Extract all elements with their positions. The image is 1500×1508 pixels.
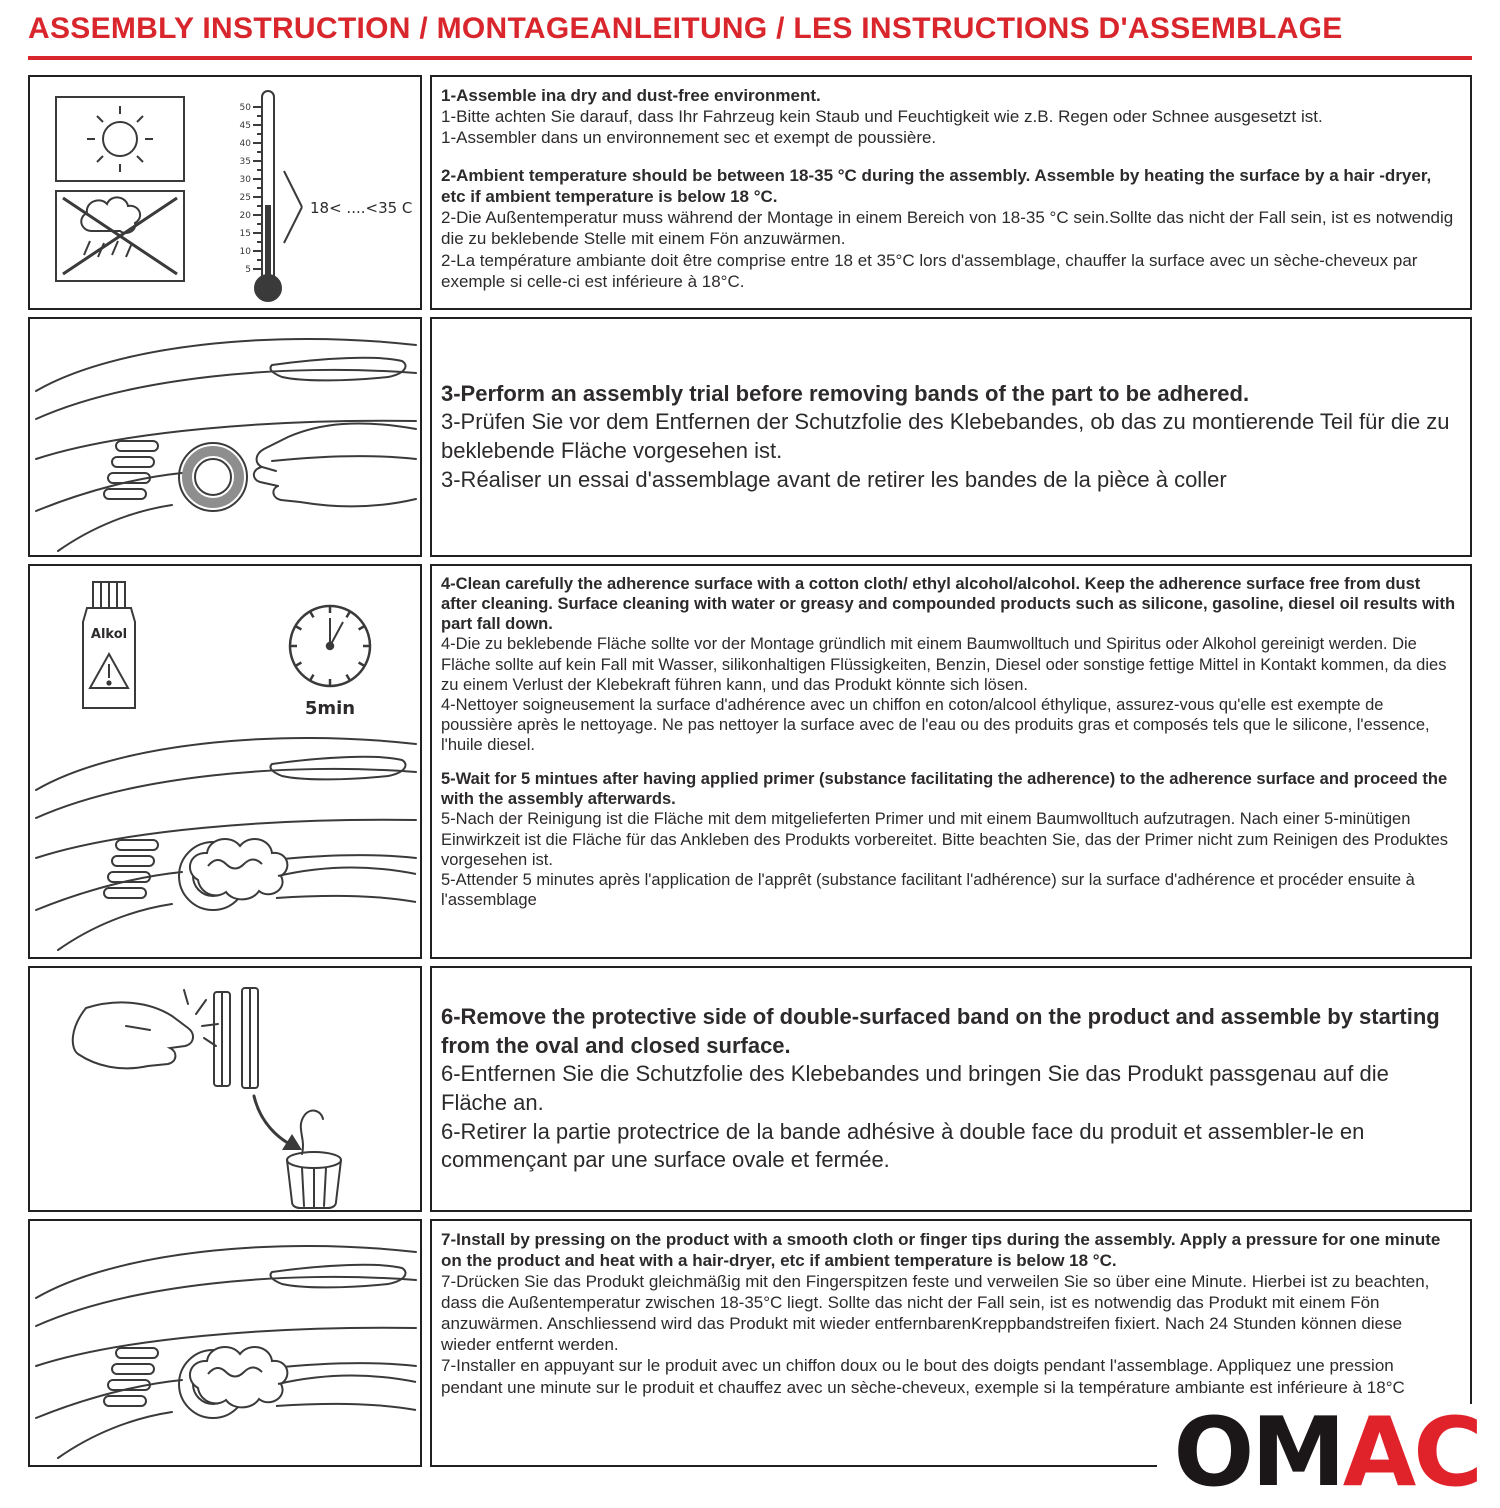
instruction-line-de: 7-Drücken Sie das Produkt gleichmäßig mit den Fingerspitzen feste und verweilen Sie so über eine Minute. Hierbei ist zu beachten, dass die Außentemperatur zwischen 18-35°C liegt. Sollte das nicht der Fall sein, ist es notwendig das Produkt mit einem Fön anzuwärmen. Anschliessend wird das Produkt mit wieder entfernbarenKreppbandstreifen fixiert. Nach 24 Stunden können diese wieder entfernt werden.: [441, 1272, 1430, 1355]
press-install-illustration: [30, 1221, 420, 1465]
illustration-box-1: [28, 75, 422, 310]
trash-bin-icon: [287, 1111, 341, 1208]
svg-text:30: 30: [239, 175, 251, 185]
instruction-line-de: 6-Entfernen Sie die Schutzfolie des Klebebandes und bringen Sie das Produkt passgenau auf die Fläche an.: [441, 1061, 1389, 1115]
sparkle-icon: [184, 990, 218, 1046]
cloth-icon: [190, 839, 287, 899]
instruction-line-en: 6-Remove the protective side of double-surfaced band on the product and assemble by starting from the oval and closed surface.: [441, 1004, 1440, 1058]
omac-logo-black-part: OM: [1173, 1397, 1343, 1508]
textbox-assembly-trial: [430, 317, 1472, 557]
instruction-line-en: 1-Assemble ina dry and dust-free environment.: [441, 86, 821, 105]
section-environment-temperature: [28, 75, 1472, 310]
illustration-box-2: [28, 317, 422, 557]
pressing-hand-icon: [276, 1376, 416, 1411]
instruction-line-fr: 6-Retirer la partie protectrice de la bande adhésive à double face du produit et assembler-le en commençant par une surface ovale et fermée.: [441, 1118, 1365, 1173]
instruction-line-en: 4-Clean carefully the adherence surface with a cotton cloth/ ethyl alcohol/alcohol. Keep the adherence surface free from dust after cleaning. Surface cleaning with water or greasy and compounded products such as silicone, gasoline, diesel oil results with part fall down.: [441, 575, 1456, 634]
page-title: ASSEMBLY INSTRUCTION / MONTAGEANLEITUNG / LES INSTRUCTIONS D'ASSEMBLAGE: [28, 12, 1343, 45]
cleaning-illustration: [30, 566, 420, 957]
instruction-line-de: 3-Prüfen Sie vor dem Entfernen der Schutzfolie des Klebebandes, ob das zu montierende Teil für die zu beklebende Fläche vorgesehen ist.: [441, 409, 1450, 463]
instruction-line-fr: 1-Assembler dans un environnement sec et exempt de poussière.: [441, 128, 937, 148]
svg-text:40: 40: [239, 139, 251, 149]
section-assembly-trial: [28, 317, 1472, 557]
instruction-line-en: 5-Wait for 5 mintues after having applied primer (substance facilitating the adherence) to the adherence surface and proceed the with the assembly afterwards.: [441, 770, 1448, 809]
textbox-cleaning-primer: [430, 564, 1472, 959]
alcohol-bottle-icon: [83, 582, 135, 708]
cloth-icon: [190, 1347, 287, 1407]
clock-icon: [290, 606, 370, 686]
svg-text:5: 5: [245, 265, 251, 275]
instruction-line-de: 1-Bitte achten Sie darauf, dass Ihr Fahrzeug kein Staub und Feuchtigkeit wie z.B. Regen oder Schnee ausgesetzt ist.: [441, 107, 1323, 127]
trim-ring-icon: [179, 443, 247, 511]
instruction-line-fr: 2-La température ambiante doit être comprise entre 18 et 35°C lors d'assemblage, chauffer la surface avec un sèche-cheveux par exemple si celle-ci est inférieure à 18°C.: [441, 250, 1418, 291]
thermometer-scale: [240, 103, 252, 275]
instruction-line-de: 5-Nach der Reinigung ist die Fläche mit dem mitgelieferten Primer und mit einem Baumwolltuch aufzutragen. Nach einer 5-minütigen Einwirkzeit ist die Fläche für das Ankleben des Produkts vorbereitet. Bitte beachten Sie, das der Primer nicht zum Reinigen des Produktes vorgesehen ist.: [441, 810, 1449, 869]
title-divider: [28, 56, 1472, 60]
adhesive-strips-icon: [214, 988, 258, 1088]
range-bracket: [284, 171, 302, 243]
instruction-line-fr: 3-Réaliser un essai d'assemblage avant de retirer les bandes de la pièce à coller: [441, 466, 1227, 492]
instruction-line-fr: 7-Installer en appuyant sur le produit avec un chiffon doux ou le bout des doigts pendant l'assemblage. Appliquez une pression pendant une minute sur le produit et chauffez avec un sèche-cheveux, exemple si la température ambiante est inférieure à 18°C: [441, 1356, 1405, 1397]
no-rain-icon: [63, 197, 177, 274]
peel-band-illustration: [30, 968, 420, 1210]
sun-icon: [87, 106, 153, 172]
temperature-illustration: [30, 77, 420, 308]
textbox-remove-protective-band: [430, 966, 1472, 1212]
instruction-line-en: 3-Perform an assembly trial before removing bands of the part to be adhered.: [441, 380, 1250, 406]
omac-logo-red-part: AC: [1342, 1397, 1480, 1508]
wiping-hand-icon: [276, 868, 416, 903]
illustration-box-5: [28, 1219, 422, 1467]
svg-text:25: 25: [239, 193, 251, 203]
instruction-line-en: 7-Install by pressing on the product with a smooth cloth or finger tips during the assembly. Apply a pressure for one minute on the product and heat with a hair-dryer, etc if ambient temperature is below 18 °C.: [441, 1230, 1441, 1271]
textbox-environment-temperature: [430, 75, 1472, 310]
instruction-line-de: 2-Die Außentemperatur muss während der Montage in einem Bereich von 18-35 °C sein.Sollte das nicht der Fall sein, ist es notwendig die zu beklebende Stelle mit einem Fön anzuwärmen.: [441, 208, 1454, 249]
car-ring-illustration: [30, 319, 420, 555]
svg-text:15: 15: [239, 229, 251, 239]
instruction-line-fr: 5-Attender 5 minutes après l'application de l'apprêt (substance facilitant l'adhérence) sur la surface d'adhérence et procéder ensuite à l'assemblage: [441, 870, 1415, 909]
section-cleaning-primer: [28, 564, 1472, 959]
section-remove-protective-band: [28, 966, 1472, 1212]
svg-text:10: 10: [239, 247, 251, 257]
temperature-range-label: 18< ....<35 C: [310, 199, 413, 217]
svg-text:35: 35: [239, 157, 251, 167]
instruction-line-de: 4-Die zu beklebende Fläche sollte vor der Montage gründlich mit einem Baumwolltuch und Spiritus oder Alkohol gereinigt werden. Die Fläche sollte auf kein Fall mit Wasser, silikonhaltigen Flüssigkeiten, Benzin, Diesel oder sonstige fettige Mittel in Kontakt kommen, da dies zu einem Verlust der Klebekraft führen kann, und das Produkt könnte sich lösen.: [441, 635, 1447, 694]
omac-logo: [1157, 1397, 1482, 1508]
bottle-label: Alkol: [90, 627, 128, 642]
svg-text:45: 45: [239, 121, 251, 131]
illustration-box-4: [28, 966, 422, 1212]
peeling-hand-icon: [73, 1002, 193, 1068]
clock-label: 5min: [304, 698, 356, 719]
hand-icon: [254, 423, 416, 506]
car-cleaning-icon: [36, 738, 416, 950]
svg-text:20: 20: [239, 211, 251, 221]
instruction-line-en: 2-Ambient temperature should be between 18-35 °C during the assembly. Assemble by heating the surface by a hair -dryer, etc if ambient temperature is below 18 °C.: [441, 166, 1432, 207]
car-press-icon: [36, 1246, 416, 1458]
svg-text:50: 50: [239, 103, 251, 113]
thermometer-icon: [253, 91, 302, 301]
illustration-box-3: [28, 564, 422, 959]
instruction-line-fr: 4-Nettoyer soigneusement la surface d'adhérence avec un chiffon en coton/alcool éthylique, assurez-vous qu'elle est exempte de poussière après le nettoyage. Ne pas nettoyer la surface avec de l'eau ou des produits gras et composés tels que le silicone, l'essence, l'huile diesel.: [441, 695, 1430, 754]
